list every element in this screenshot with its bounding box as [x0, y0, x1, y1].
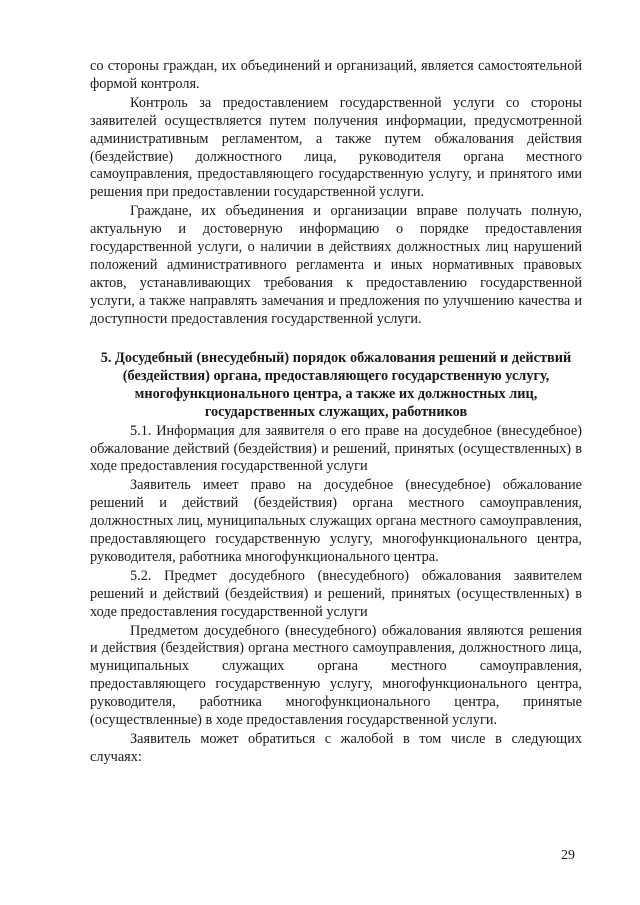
- paragraph-control-forms: со стороны граждан, их объединений и организаций, является самостоятельной формой контроля.: [90, 58, 582, 92]
- paragraph-5-1: 5.1. Информация для заявителя о его праве на досудебное (внесудебное) обжалование действий (бездействия) и решений, принятых (осуществленных) в ходе предоставления государственной услуги: [90, 422, 582, 475]
- page-content: [90, 58, 582, 768]
- paragraph-complaint-cases: Заявитель может обратиться с жалобой в том числе в следующих случаях:: [90, 731, 582, 765]
- paragraph-5-2: 5.2. Предмет досудебного (внесудебного) обжалования заявителем решений и действий (бездействия) и решений, принятых (осуществленных) в ходе предоставления государственной услуги: [90, 567, 582, 620]
- paragraph-appeal-subject: Предметом досудебного (внесудебного) обжалования являются решения и действия (бездействия) органа местного самоуправления, должностного лица, муниципальных служащих органа местного самоуправления, предоставляющего государственную услугу, многофункционального центра, руководителя, работника многофункционального центра, принятые (осуществленные) в ходе предоставления государственной услуги.: [90, 622, 582, 729]
- paragraph-control-by-applicants: Контроль за предоставлением государственной услуги со стороны заявителей осуществляется путем получения информации, предусмотренной административным регламентом, а также путем обжалования действия (бездействие) должностного лица, руководителя органа местного самоуправления, предоставляющего государственную услугу, и принятого ими решения при предоставлении государственной услуги.: [90, 94, 582, 201]
- paragraph-appeal-right: Заявитель имеет право на досудебное (внесудебное) обжалование решений и действий (бездействия) органа местного самоуправления, должностных лиц, муниципальных служащих органа местного самоуправления, предоставляющего государственную услугу, многофункционального центра, руководителя, работника многофункционального центра.: [90, 477, 582, 565]
- paragraph-citizens-rights: Граждане, их объединения и организации вправе получать полную, актуальную и достоверную информацию о порядке предоставления государственной услуги, о наличии в действиях должностных лиц нарушений положений административного регламента и иных нормативных правовых актов, устанавливающих требования к предоставлению государственной услуги, а также направлять замечания и предложения по улучшению качества и доступности предоставления государственной услуги.: [90, 203, 582, 327]
- page-number: 29: [561, 848, 575, 863]
- section-heading: 5. Досудебный (внесудебный) порядок обжалования решений и действий (бездействия) органа, предоставляющего государственную услугу, многофункционального центра, а также их должностных лиц, государственных служащих, работников: [100, 349, 572, 420]
